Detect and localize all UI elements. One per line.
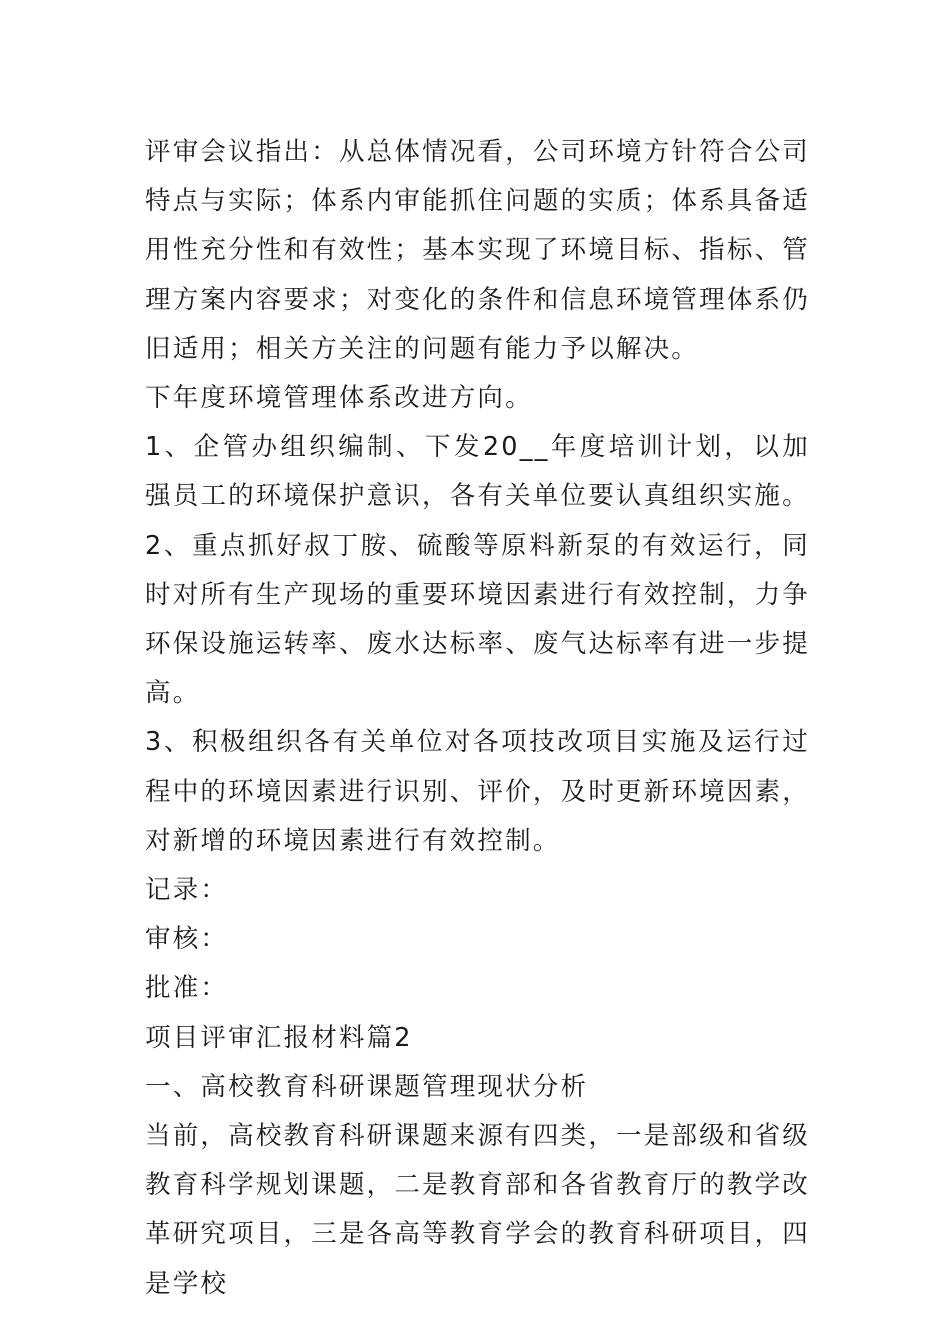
paragraph-item-1: 1、企管办组织编制、下发20__年度培训计划，以加强员工的环境保护意识，各有关单位要认真组织实施。 [145,432,810,512]
document-body [145,128,810,1309]
paragraph-research-sources: 当前，高校教育科研课题来源有四类，一是部级和省级教育科学规划课题，二是教育部和各省教育厅的教学改革研究项目，三是各高等教育学会的教育科研项目，四是学校 [145,1121,810,1299]
section-title: 项目评审汇报材料篇2 [145,1022,413,1053]
section-heading-1: 一、高校教育科研课题管理现状分析 [145,1071,589,1102]
paragraph-item-3: 3、积极组织各有关单位对各项技改项目实施及运行过程中的环境因素进行识别、评价，及时更新环境因素，对新增的环境因素进行有效控制。 [145,727,810,856]
approval-label: 批准： [145,973,229,1004]
paragraph-review-conclusion: 评审会议指出：从总体情况看，公司环境方针符合公司特点与实际；体系内审能抓住问题的实质；体系具备适用性充分性和有效性；基本实现了环境目标、指标、管理方案内容要求；对变化的条件和信息环境管理体系仍旧适用；相关方关注的问题有能力予以解决。 [145,137,810,364]
paragraph-item-2: 2、重点抓好叔丁胺、硫酸等原料新泵的有效运行，同时对所有生产现场的重要环境因素进行有效控制，力争环保设施运转率、废水达标率、废气达标率有进一步提高。 [145,530,810,709]
review-label: 审核： [145,924,229,955]
paragraph-improvement-direction: 下年度环境管理体系改进方向。 [145,383,533,414]
record-label: 记录： [145,875,229,906]
